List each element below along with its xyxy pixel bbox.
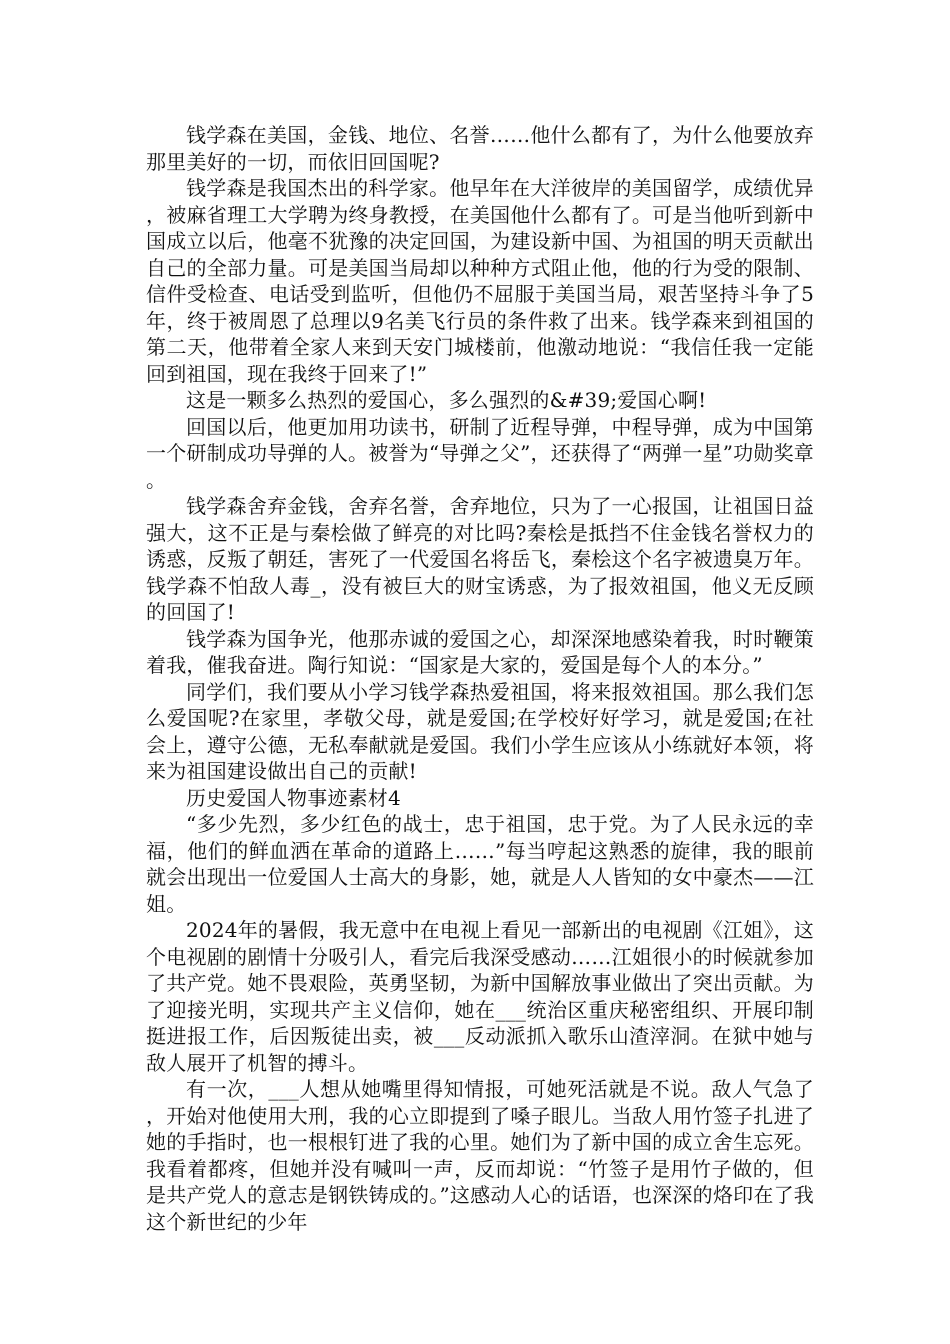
paragraph: 钱学森舍弃金钱，舍弃名誉，舍弃地位，只为了一心报国，让祖国日益强大，这不正是与秦桧做了鲜亮的对比吗?秦桧是抵挡不住金钱名誉权力的诱惑，反叛了朝廷，害死了一代爱国名将岳飞，秦桧这个名字被遗臭万年。钱学森不怕敌人毒_，没有被巨大的财宝诱惑，为了报效祖国，他义无反顾的回国了! [146,494,814,624]
paragraph: 钱学森为国争光，他那赤诚的爱国之心，却深深地感染着我，时时鞭策着我，催我奋进。陶行知说：“国家是大家的，爱国是每个人的本分。” [146,626,814,677]
paragraph: “多少先烈，多少红色的战士，忠于祖国，忠于党。为了人民永远的幸福，他们的鲜血洒在革命的道路上……”每当哼起这熟悉的旋律，我的眼前就会出现出一位爱国人士高大的身影，她，就是人人皆知的女中豪杰——江姐。 [146,812,814,916]
paragraph: 有一次，___人想从她嘴里得知情报，可她死活就是不说。敌人气急了，开始对他使用大刑，我的心立即提到了嗓子眼儿。当敌人用竹签子扎进了她的手指时，也一根根钉进了我的心里。她们为了新中国的成立舍生忘死。我看着都疼，但她并没有喊叫一声，反而却说：“竹签子是用竹子做的，但是共产党人的意志是钢铁铸成的。”这感动人心的话语，也深深的烙印在了我这个新世纪的少年 [146,1077,814,1234]
section-heading: 历史爱国人物事迹素材4 [186,785,401,810]
paragraph: 钱学森是我国杰出的科学家。他早年在大洋彼岸的美国留学，成绩优异，被麻省理工大学聘为终身教授，在美国他什么都有了。可是当他听到新中国成立以后，他毫不犹豫的决定回国，为建设新中国、为祖国的明天贡献出自己的全部力量。可是美国当局却以种种方式阻止他，他的行为受的限制、信件受检查、电话受到监听，但他仍不屈服于美国当局，艰苦坚持斗争了5年，终于被周恩了总理以9名美飞行员的条件救了出来。钱学森来到祖国的第二天，他带着全家人来到天安门城楼前，他激动地说：“我信任我一定能回到祖国，现在我终于回来了!” [146,176,814,386]
paragraph: 钱学森在美国，金钱、地位、名誉……他什么都有了，为什么他要放弃那里美好的一切，而依旧回国呢? [146,123,814,174]
paragraph: 这是一颗多么热烈的爱国心，多么强烈的&#39;爱国心啊! [186,388,707,412]
paragraph: 2024年的暑假，我无意中在电视上看见一部新出的电视剧《江姐》，这个电视剧的剧情十分吸引人，看完后我深受感动……江姐很小的时候就参加了共产党。她不畏艰险，英勇坚韧，为新中国解放事业做出了突出贡献。为了迎接光明，实现共产主义信仰，她在___统治区重庆秘密组织、开展印制挺进报工作，后因叛徒出卖，被___反动派抓入歌乐山渣滓洞。在狱中她与敌人展开了机智的搏斗。 [146,918,814,1075]
document-body [146,122,814,1235]
paragraph: 同学们，我们要从小学习钱学森热爱祖国，将来报效祖国。那么我们怎么爱国呢?在家里，孝敬父母，就是爱国;在学校好好学习，就是爱国;在社会上，遵守公德，无私奉献就是爱国。我们小学生应该从小练就好本领，将来为祖国建设做出自己的贡献! [146,679,814,783]
paragraph: 回国以后，他更加用功读书，研制了近程导弹，中程导弹，成为中国第一个研制成功导弹的人。被誉为“导弹之父”，还获得了“两弹一星”功勋奖章。 [146,414,814,492]
